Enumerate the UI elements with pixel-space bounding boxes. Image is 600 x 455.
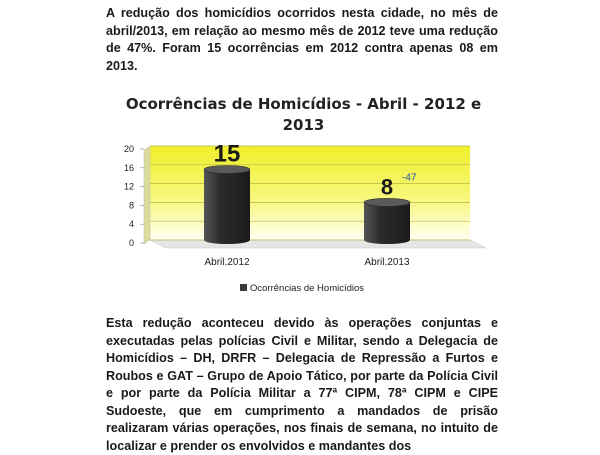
y-tick-label: 16 [123,162,134,173]
y-tick-label: 20 [123,144,134,154]
chart-title: Ocorrências de Homicídios - Abril - 2012 e 2013 [125,95,482,134]
explanation-paragraph: Esta redução aconteceu devido às operações conjuntas e executadas pelas polícias Civil e Militar, sendo a Delegacia de Homicídios – DH, DRFR – Delegacia de Repressão a Furtos e Roubos e GAT – Grupo de Apoio Tático, por parte da Polícia Civil e por parte da Polícia Militar a 77ª CIPM, 78ª CIPM e CIPE Sudoeste, que em cumprimento a mandados de prisão realizaram várias operações, nos finais de semana, no intuito de localizar e prender os envolvidos e mandantes dos [106,316,498,453]
intro-paragraph: A redução dos homicídios ocorridos nesta cidade, no mês de abril/2013, em relação ao mesmo mês de 2012 teve uma redução de 47%. Foram 15 ocorrências em 2012 contra apenas 08 em 2013. [106,6,498,73]
legend [240,283,364,294]
y-tick-label: 0 [128,238,134,248]
bar [204,170,250,245]
y-tick-label: 12 [123,181,134,192]
x-axis-labels [204,257,409,268]
plot-area [150,146,470,240]
legend-swatch [240,284,247,291]
bar [364,202,410,244]
x-tick-label: Abril.2012 [204,257,250,268]
data-label: 15 [213,140,241,168]
reduction-annotation: -47 [402,172,417,184]
legend-label: Ocorrências de Homicídios [250,283,365,294]
plot-background [144,146,486,248]
y-tick-label: 8 [128,200,134,211]
y-axis-ticks [124,144,134,248]
y-tick-label: 4 [128,219,134,230]
plot-side-wall [144,146,150,244]
bar-top [364,198,410,206]
data-label: 8 [380,174,394,200]
plot-floor [150,240,486,248]
x-tick-label: Abril.2013 [364,257,410,268]
